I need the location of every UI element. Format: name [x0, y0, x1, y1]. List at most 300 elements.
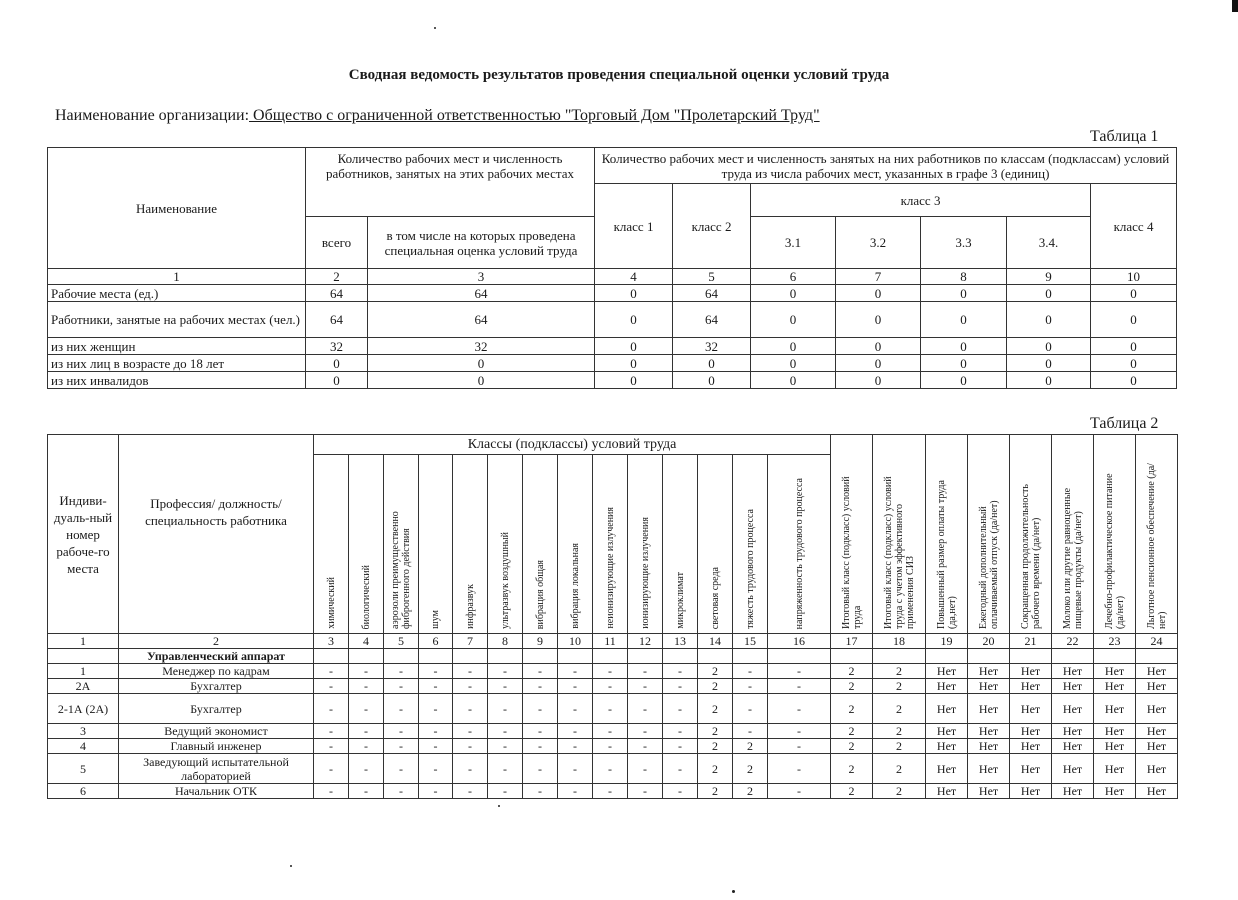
header-factor — [558, 455, 593, 634]
cell-value: - — [663, 664, 698, 679]
cell-value: - — [558, 739, 593, 754]
header-text: вибрация локальная — [569, 543, 581, 629]
cell-value: 0 — [751, 338, 836, 355]
col-number: 8 — [488, 634, 523, 649]
cell-value: - — [593, 694, 628, 724]
workplaces-table-2 — [47, 434, 1178, 799]
workplace-id: 3 — [48, 724, 119, 739]
cell-value: 0 — [1007, 285, 1091, 302]
header-final-class-siz — [873, 435, 926, 634]
cell-value: 2 — [831, 754, 873, 784]
cell-value: Нет — [1052, 694, 1094, 724]
col-number: 5 — [384, 634, 419, 649]
cell-value: - — [768, 664, 831, 679]
cell-value: - — [419, 694, 453, 724]
cell-value: Нет — [1136, 754, 1178, 784]
cell-value: 2 — [733, 784, 768, 799]
cell-value: 64 — [673, 285, 751, 302]
col-number: 2 — [306, 269, 368, 285]
cell-value: Нет — [968, 739, 1010, 754]
header-name: Наименование — [48, 148, 306, 269]
cell-value: - — [453, 694, 488, 724]
column-numbers-row — [48, 269, 1177, 285]
profession-name: Ведущий экономист — [119, 724, 314, 739]
header-text: тяжесть трудового процесса — [744, 509, 756, 629]
cell-value: 32 — [306, 338, 368, 355]
header-factor — [698, 455, 733, 634]
cell-value: - — [349, 679, 384, 694]
column-numbers-row — [48, 634, 1178, 649]
cell-value: - — [488, 664, 523, 679]
header-factor — [628, 455, 663, 634]
header-profession: Профессия/ должность/ специальность работника — [119, 435, 314, 634]
cell-value: Нет — [1094, 724, 1136, 739]
cell-value: 64 — [306, 302, 368, 338]
cell-value: - — [384, 739, 419, 754]
cell-value: 2 — [831, 694, 873, 724]
cell-value: - — [419, 754, 453, 784]
cell-value: 0 — [1091, 372, 1177, 389]
organization-label: Наименование организации: — [55, 107, 250, 124]
header-text: Лечебно-профилактическое питание (да/нет) — [1103, 473, 1126, 629]
header-text: ультразвук воздушный — [499, 532, 511, 629]
col-number: 24 — [1136, 634, 1178, 649]
col-number: 11 — [593, 634, 628, 649]
table-row — [48, 372, 1177, 389]
cell-value: Нет — [1094, 694, 1136, 724]
cell-value: 0 — [595, 285, 673, 302]
cell-value: - — [453, 679, 488, 694]
cell-value: 0 — [836, 355, 921, 372]
table-row — [48, 679, 1178, 694]
col-number: 13 — [663, 634, 698, 649]
header-classes-group: Количество рабочих мест и численность занятых на них работников по классам (подклассам) условий труда из числа рабочих мест, указанных в графе 3 (единиц) — [595, 148, 1177, 184]
profession-name: Менеджер по кадрам — [119, 664, 314, 679]
cell-value: 2 — [831, 679, 873, 694]
cell-value: - — [384, 754, 419, 784]
cell-value: - — [488, 694, 523, 724]
header-text: микроклимат — [674, 572, 686, 629]
header-factor — [419, 455, 453, 634]
cell-value: - — [384, 724, 419, 739]
header-text: Льготное пенсионное обеспечение (да/нет) — [1145, 463, 1168, 629]
col-number: 10 — [1091, 269, 1177, 285]
cell-value: Нет — [1136, 724, 1178, 739]
cell-value: - — [419, 679, 453, 694]
cell-value: - — [523, 754, 558, 784]
col-number: 5 — [673, 269, 751, 285]
cell-value: - — [628, 679, 663, 694]
cell-value: 2 — [873, 739, 926, 754]
col-number: 8 — [921, 269, 1007, 285]
table-row — [48, 664, 1178, 679]
cell-value: - — [593, 754, 628, 784]
cell-value: Нет — [1052, 739, 1094, 754]
cell-value: - — [384, 664, 419, 679]
cell-value: 0 — [921, 302, 1007, 338]
cell-value: - — [663, 754, 698, 784]
cell-value: - — [768, 694, 831, 724]
table1-label: Таблица 1 — [1090, 128, 1159, 145]
cell-value: 64 — [306, 285, 368, 302]
col-number: 12 — [628, 634, 663, 649]
profession-name: Бухгалтер — [119, 694, 314, 724]
cell-value: 2 — [698, 679, 733, 694]
cell-value: 64 — [368, 302, 595, 338]
cell-value: 2 — [698, 784, 733, 799]
col-number: 7 — [836, 269, 921, 285]
header-factor — [384, 455, 419, 634]
cell-value: 2 — [698, 724, 733, 739]
cell-value: 2 — [873, 679, 926, 694]
cell-value: Нет — [968, 694, 1010, 724]
cell-value: 2 — [733, 739, 768, 754]
cell-value: - — [663, 784, 698, 799]
workplace-id: 1 — [48, 664, 119, 679]
cell-value: - — [349, 724, 384, 739]
workplace-id: 2-1А (2А) — [48, 694, 119, 724]
row-label: из них инвалидов — [48, 372, 306, 389]
header-pension — [1136, 435, 1178, 634]
cell-value: - — [314, 694, 349, 724]
col-number: 1 — [48, 634, 119, 649]
cell-value: - — [314, 724, 349, 739]
cell-value: - — [768, 754, 831, 784]
cell-value: 0 — [595, 355, 673, 372]
cell-value: - — [488, 679, 523, 694]
table-row — [48, 754, 1178, 784]
cell-value: - — [314, 739, 349, 754]
table-row — [48, 784, 1178, 799]
profession-name: Бухгалтер — [119, 679, 314, 694]
col-number: 22 — [1052, 634, 1094, 649]
cell-value: Нет — [926, 724, 968, 739]
cell-value: - — [733, 679, 768, 694]
table-row — [48, 285, 1177, 302]
col-number: 1 — [48, 269, 306, 285]
row-label: из них женщин — [48, 338, 306, 355]
header-text: Молоко или другие равноценные пищевые продукты (да/нет) — [1061, 487, 1084, 629]
cell-value: 2 — [698, 694, 733, 724]
cell-value: 2 — [733, 754, 768, 784]
cell-value: 2 — [698, 664, 733, 679]
cell-value: Нет — [926, 739, 968, 754]
empty-cell — [48, 649, 119, 664]
cell-value: - — [733, 664, 768, 679]
header-class-3-1: 3.1 — [751, 217, 836, 269]
header-text: Сокращенная продолжительность рабочего времени (да/нет) — [1019, 484, 1042, 629]
cell-value: - — [349, 664, 384, 679]
cell-value: - — [349, 784, 384, 799]
header-text: Ежегодный дополнительный оплачиваемый отпуск (да/нет) — [977, 500, 1000, 629]
table-row — [48, 739, 1178, 754]
table-row — [48, 355, 1177, 372]
cell-value: 0 — [368, 372, 595, 389]
cell-value: 0 — [1007, 372, 1091, 389]
summary-table-1 — [47, 147, 1177, 389]
header-factor — [593, 455, 628, 634]
cell-value: 2 — [873, 724, 926, 739]
cell-value: Нет — [1136, 784, 1178, 799]
cell-value: - — [453, 784, 488, 799]
cell-value: 32 — [673, 338, 751, 355]
cell-value: 0 — [1007, 338, 1091, 355]
cell-value: 64 — [368, 285, 595, 302]
cell-value: 2 — [831, 739, 873, 754]
cell-value: Нет — [1094, 664, 1136, 679]
cell-value: - — [628, 694, 663, 724]
cell-value: Нет — [926, 784, 968, 799]
cell-value: - — [628, 754, 663, 784]
cell-value: 0 — [1091, 338, 1177, 355]
cell-value: - — [314, 784, 349, 799]
workplace-id: 4 — [48, 739, 119, 754]
cell-value: 0 — [1091, 285, 1177, 302]
cell-value: Нет — [1136, 679, 1178, 694]
cell-value: - — [628, 739, 663, 754]
cell-value: - — [733, 694, 768, 724]
header-factor — [314, 455, 349, 634]
cell-value: - — [558, 694, 593, 724]
cell-value: - — [558, 754, 593, 784]
cell-value: - — [523, 679, 558, 694]
header-factor — [453, 455, 488, 634]
cell-value: - — [453, 664, 488, 679]
cell-value: - — [314, 754, 349, 784]
header-text: неионизирующие излучения — [604, 507, 616, 629]
cell-value: 2 — [873, 664, 926, 679]
cell-value: 0 — [595, 338, 673, 355]
cell-value: Нет — [1094, 784, 1136, 799]
cell-value: - — [768, 739, 831, 754]
header-text: химический — [325, 577, 337, 629]
col-number: 14 — [698, 634, 733, 649]
table-row — [48, 338, 1177, 355]
col-number: 21 — [1010, 634, 1052, 649]
row-label: Работники, занятые на рабочих местах (чел.) — [48, 302, 306, 338]
cell-value: 0 — [751, 285, 836, 302]
cell-value: - — [488, 739, 523, 754]
cell-value: 0 — [595, 302, 673, 338]
cell-value: - — [593, 724, 628, 739]
header-workplaces-group: Количество рабочих мест и численность работников, занятых на этих рабочих местах — [306, 148, 595, 217]
header-class-3-2: 3.2 — [836, 217, 921, 269]
cell-value: Нет — [1010, 754, 1052, 784]
cell-value: 0 — [751, 372, 836, 389]
header-text: шум — [430, 610, 441, 629]
header-factor — [663, 455, 698, 634]
table-row — [48, 694, 1178, 724]
section-row — [48, 649, 1178, 664]
col-number: 18 — [873, 634, 926, 649]
cell-value: - — [314, 664, 349, 679]
cell-value: - — [523, 724, 558, 739]
cell-value: - — [558, 664, 593, 679]
header-text: ионизирующие излучения — [639, 517, 651, 629]
header-text: световая среда — [709, 566, 721, 629]
cell-value: - — [384, 784, 419, 799]
cell-value: Нет — [1010, 739, 1052, 754]
cell-value: - — [419, 724, 453, 739]
cell-value: Нет — [968, 754, 1010, 784]
cell-value: 2 — [873, 694, 926, 724]
header-text: Итоговый класс (подкласс) условий труда с учетом эффективного применения СИЗ — [882, 476, 916, 629]
cell-value: Нет — [1052, 754, 1094, 784]
cell-value: 2 — [831, 664, 873, 679]
header-text: инфразвук — [464, 584, 476, 629]
scan-speck — [290, 865, 292, 867]
col-number: 2 — [119, 634, 314, 649]
header-milk — [1052, 435, 1094, 634]
cell-value: - — [593, 784, 628, 799]
cell-value: 0 — [673, 372, 751, 389]
header-text: Итоговый класс (подкласс) условий труда — [840, 476, 863, 629]
cell-value: Нет — [1136, 739, 1178, 754]
scan-speck — [732, 890, 735, 893]
cell-value: - — [419, 739, 453, 754]
table-row — [48, 302, 1177, 338]
organization-name: Общество с ограниченной ответственностью "Торговый Дом "Пролетарский Труд" — [249, 107, 820, 124]
header-class2: класс 2 — [673, 184, 751, 269]
cell-value: - — [663, 694, 698, 724]
header-text: напряженность трудового процесса — [793, 477, 805, 629]
col-number: 4 — [349, 634, 384, 649]
cell-value: - — [558, 724, 593, 739]
cell-value: Нет — [968, 784, 1010, 799]
col-number: 16 — [768, 634, 831, 649]
col-number: 19 — [926, 634, 968, 649]
cell-value: 0 — [673, 355, 751, 372]
cell-value: 2 — [873, 754, 926, 784]
cell-value: 0 — [368, 355, 595, 372]
cell-value: - — [663, 739, 698, 754]
row-label: Рабочие места (ед.) — [48, 285, 306, 302]
header-class4: класс 4 — [1091, 184, 1177, 269]
cell-value: Нет — [1010, 679, 1052, 694]
col-number: 3 — [314, 634, 349, 649]
col-number: 7 — [453, 634, 488, 649]
header-text: вибрация общая — [534, 559, 546, 629]
cell-value: - — [384, 679, 419, 694]
cell-value: 32 — [368, 338, 595, 355]
scan-speck — [434, 27, 436, 29]
cell-value: - — [488, 754, 523, 784]
cell-value: Нет — [1094, 739, 1136, 754]
cell-value: - — [558, 784, 593, 799]
cell-value: - — [419, 784, 453, 799]
cell-value: Нет — [968, 664, 1010, 679]
header-factor — [349, 455, 384, 634]
cell-value: 0 — [1007, 302, 1091, 338]
cell-value: - — [453, 724, 488, 739]
cell-value: 0 — [751, 302, 836, 338]
cell-value: - — [349, 694, 384, 724]
table2-label: Таблица 2 — [1090, 415, 1159, 432]
cell-value: Нет — [1010, 664, 1052, 679]
cell-value: 0 — [921, 372, 1007, 389]
cell-value: Нет — [1052, 724, 1094, 739]
cell-value: - — [628, 724, 663, 739]
cell-value: 2 — [698, 754, 733, 784]
header-reduced-hours — [1010, 435, 1052, 634]
col-number: 20 — [968, 634, 1010, 649]
cell-value: - — [384, 694, 419, 724]
cell-value: - — [768, 724, 831, 739]
cell-value: 0 — [306, 372, 368, 389]
header-factor — [733, 455, 768, 634]
header-class1: класс 1 — [595, 184, 673, 269]
col-number: 9 — [523, 634, 558, 649]
cell-value: - — [488, 724, 523, 739]
header-factor — [488, 455, 523, 634]
cell-value: Нет — [1136, 664, 1178, 679]
header-therapeutic-food — [1094, 435, 1136, 634]
cell-value: 64 — [673, 302, 751, 338]
cell-value: 0 — [836, 285, 921, 302]
cell-value: 0 — [836, 338, 921, 355]
profession-name: Начальник ОТК — [119, 784, 314, 799]
cell-value: 0 — [921, 338, 1007, 355]
cell-value: - — [628, 664, 663, 679]
cell-value: Нет — [1010, 694, 1052, 724]
cell-value: 0 — [751, 355, 836, 372]
cell-value: Нет — [926, 679, 968, 694]
cell-value: - — [488, 784, 523, 799]
cell-value: - — [523, 784, 558, 799]
cell-value: Нет — [1010, 784, 1052, 799]
col-number: 17 — [831, 634, 873, 649]
cell-value: - — [663, 724, 698, 739]
cell-value: - — [663, 679, 698, 694]
cell-value: - — [523, 664, 558, 679]
col-number: 15 — [733, 634, 768, 649]
cell-value: 2 — [831, 724, 873, 739]
cell-value: Нет — [1052, 679, 1094, 694]
cell-value: - — [314, 679, 349, 694]
header-text: аэрозоли преимущественно фиброгенного действия — [390, 511, 412, 629]
col-number: 23 — [1094, 634, 1136, 649]
cell-value: Нет — [968, 724, 1010, 739]
scan-artifact — [1232, 0, 1238, 12]
cell-value: 2 — [698, 739, 733, 754]
cell-value: Нет — [1094, 679, 1136, 694]
header-assessed: в том числе на которых проведена специальная оценка условий труда — [368, 217, 595, 269]
col-number: 6 — [751, 269, 836, 285]
cell-value: - — [523, 739, 558, 754]
section-title: Управленческий аппарат — [119, 649, 314, 664]
header-class-3-4: 3.4. — [1007, 217, 1091, 269]
cell-value: 0 — [1091, 302, 1177, 338]
header-final-class — [831, 435, 873, 634]
profession-name: Заведующий испытательной лабораторией — [119, 754, 314, 784]
header-extra-pay — [926, 435, 968, 634]
cell-value: - — [768, 784, 831, 799]
cell-value: 0 — [306, 355, 368, 372]
cell-value: 2 — [873, 784, 926, 799]
cell-value: - — [453, 754, 488, 784]
col-number: 9 — [1007, 269, 1091, 285]
header-extra-leave — [968, 435, 1010, 634]
cell-value: 0 — [921, 355, 1007, 372]
workplace-id: 5 — [48, 754, 119, 784]
cell-value: Нет — [1136, 694, 1178, 724]
cell-value: - — [523, 694, 558, 724]
cell-value: - — [768, 679, 831, 694]
cell-value: - — [349, 754, 384, 784]
cell-value: 0 — [595, 372, 673, 389]
header-total: всего — [306, 217, 368, 269]
scan-speck — [498, 805, 500, 807]
